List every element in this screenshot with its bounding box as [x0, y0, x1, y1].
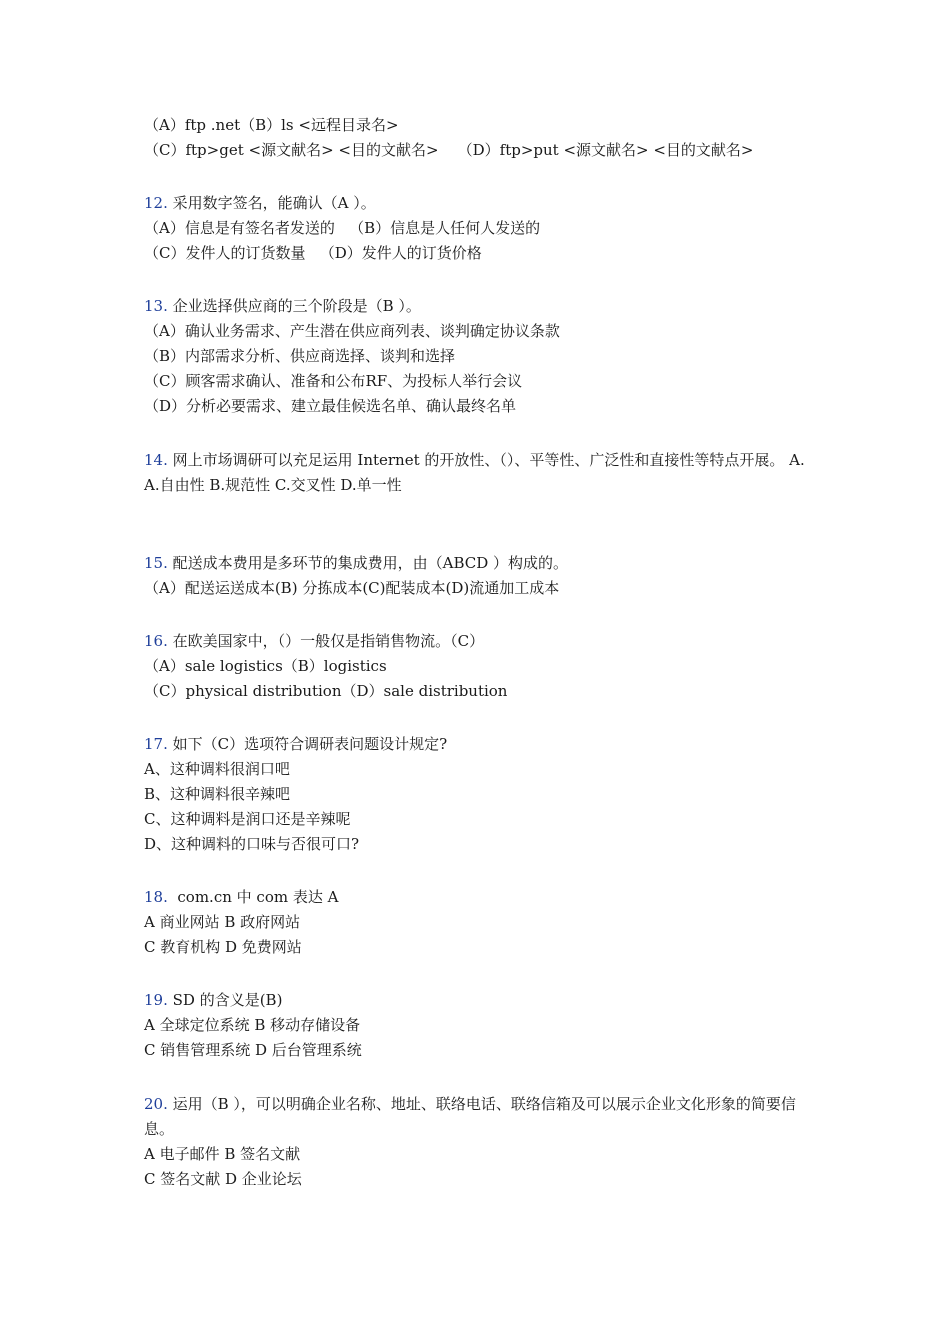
intro-options	[144, 113, 824, 163]
option-line: D、这种调料的口味与否很可口?	[144, 835, 360, 853]
question-13	[144, 294, 824, 419]
question-number: 20.	[144, 1095, 168, 1113]
option-line: A 电子邮件 B 签名文献	[144, 1145, 301, 1163]
question-16	[144, 629, 824, 704]
question-20	[144, 1092, 824, 1192]
question-stem: 网上市场调研可以充足运用 Internet 的开放性、（）、平等性、广泛性和直接性等特点开展。 A.	[167, 451, 805, 469]
question-stem: 运用（B ），可以明确企业名称、地址、联络电话、联络信箱及可以展示企业文化形象的简要信息。	[144, 1095, 796, 1138]
option-line: （C）physical distribution（D）sale distribution	[144, 682, 508, 700]
question-stem: 如下（C）选项符合调研表问题设计规定?	[167, 735, 448, 753]
question-number: 12.	[144, 194, 168, 212]
question-stem: SD 的含义是(B)	[167, 991, 283, 1009]
question-18	[144, 885, 824, 960]
option-line: A.自由性 B.规范性 C.交叉性 D.单一性	[144, 476, 402, 494]
question-19	[144, 988, 824, 1063]
option-line: A 商业网站 B 政府网站	[144, 913, 301, 931]
question-stem: 配送成本费用是多环节的集成费用，由（ABCD ）构成的。	[167, 554, 569, 572]
question-stem: 在欧美国家中，（）一般仅是指销售物流。（C）	[167, 632, 485, 650]
question-number: 16.	[144, 632, 168, 650]
option-line: B、这种调料很辛辣吧	[144, 785, 291, 803]
question-number: 13.	[144, 297, 168, 315]
option-line: （C）ftp>get <源文献名> <目的文献名> （D）ftp>put <源文献名> <目的文献名>	[144, 141, 754, 159]
option-line: C、这种调料是润口还是辛辣呢	[144, 810, 351, 828]
question-stem: com.cn 中 com 表达 A	[167, 888, 339, 906]
option-line: A、这种调料很润口吧	[144, 760, 290, 778]
option-line: （A）确认业务需求、产生潜在供应商列表、谈判确定协议条款	[144, 322, 560, 340]
option-line: （D）分析必要需求、建立最佳候选名单、确认最终名单	[144, 397, 517, 415]
question-15	[144, 551, 824, 601]
question-14	[144, 448, 824, 498]
question-17	[144, 732, 824, 857]
question-number: 19.	[144, 991, 168, 1009]
question-number: 15.	[144, 554, 168, 572]
option-line: （B）内部需求分析、供应商选择、谈判和选择	[144, 347, 456, 365]
option-line: （A）信息是有签名者发送的 （B）信息是人任何人发送的	[144, 219, 541, 237]
option-line: （C）顾客需求确认、准备和公布RF、为投标人举行会议	[144, 372, 523, 390]
question-number: 17.	[144, 735, 168, 753]
option-line: （C）发件人的订货数量 （D）发件人的订货价格	[144, 244, 482, 262]
question-number: 14.	[144, 451, 168, 469]
option-line: A 全球定位系统 B 移动存储设备	[144, 1016, 361, 1034]
option-line: （A）ftp .net（B）ls <远程目录名>	[144, 116, 399, 134]
option-line: C 教育机构 D 免费网站	[144, 938, 302, 956]
question-stem: 采用数字签名，能确认（A ）。	[167, 194, 376, 212]
option-line: C 销售管理系统 D 后台管理系统	[144, 1041, 362, 1059]
option-line: （A）配送运送成本(B) 分拣成本(C)配装成本(D)流通加工成本	[144, 579, 560, 597]
question-12	[144, 191, 824, 266]
option-line: C 签名文献 D 企业论坛	[144, 1170, 302, 1188]
option-line: （A）sale logistics（B）logistics	[144, 657, 387, 675]
question-number: 18.	[144, 888, 168, 906]
question-stem: 企业选择供应商的三个阶段是（B ）。	[167, 297, 421, 315]
